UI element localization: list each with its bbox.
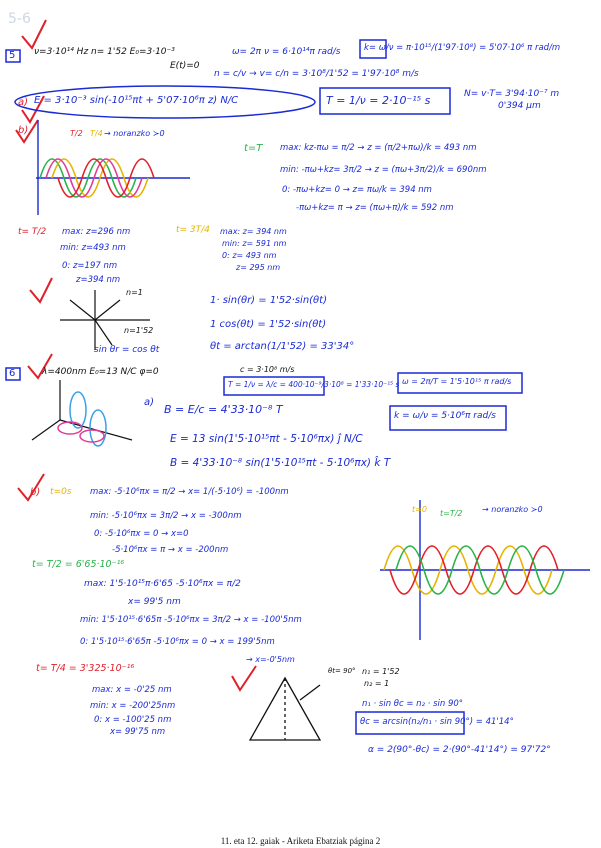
p5-tT2-zero-a: 0: z=197 nm <box>62 261 118 271</box>
p5-tT2-min: min: z=493 nm <box>60 243 126 253</box>
p5-a-equation: E = 3·10⁻³ sin(-10¹⁵πt + 5'07·10⁶π z) N/C <box>34 95 239 106</box>
p6-tT4-min: min: x = -200'25nm <box>90 701 176 711</box>
p5-a-label: a) <box>18 97 29 108</box>
refraction-diagram <box>60 290 150 350</box>
p6-omega: ω = 2π/T = 1'5·10¹⁵ π rad/s <box>402 377 512 386</box>
p5-tT2-head: t= T/2 <box>18 227 47 237</box>
wave-graph-6 <box>380 500 590 640</box>
p5-snell-condition: sin θr = cos θt <box>94 345 160 355</box>
prism-diagram <box>250 678 320 740</box>
p6-a-label: a) <box>144 397 155 408</box>
p6-t0-head: t=0s <box>50 487 72 497</box>
p6-tT2-max: max: 1'5·10¹⁵π·6'65 -5·10⁶πx = π/2 <box>84 579 241 589</box>
p6-tT4-zero-a: 0: x = -100'25 nm <box>94 715 172 725</box>
p6-c: c = 3·10⁸ m/s <box>240 365 295 374</box>
problem-6-number: 6 <box>9 368 16 379</box>
p6-prism-eq-3: α = 2(90°-θc) = 2·(90°-41'14°) = 97'72° <box>368 745 551 755</box>
p6-prism-n2: n₂ = 1 <box>364 679 390 688</box>
p6-prism-n1: n₁ = 1'52 <box>362 667 400 676</box>
p5-snell-eq-1: 1· sin(θr) = 1'52·sin(θt) <box>210 295 327 306</box>
p6-prism-theta: θt= 90° <box>328 667 356 675</box>
p5-zero-1: 0: -πω+kz= 0 → z= πω/k = 394 nm <box>282 185 432 195</box>
p6-tT2-zero: 0: 1'5·10¹⁵·6'65π -5·10⁶πx = 0 → x = 199'5nm <box>80 637 275 647</box>
p5-tT4-zero-b: z= 295 nm <box>236 263 281 272</box>
p5-graph-T4: T/4 <box>90 129 103 138</box>
p6-tT4-head: t= T/4 = 3'325·10⁻¹⁶ <box>36 663 135 674</box>
p6-prism-eq-1: n₁ · sin θc = n₂ · sin 90° <box>362 699 464 709</box>
p5-tT2-max: max: z=296 nm <box>62 227 131 237</box>
p6-B-vector: B = 4'33·10⁻⁸ sin(1'5·10¹⁵πt - 5·10⁶πx) k̂ T <box>170 457 391 469</box>
p5-snell-eq-2: 1 cos(θt) = 1'52·sin(θt) <box>210 319 327 330</box>
em-wave-3d-sketch <box>32 380 132 446</box>
p5-tT4-max: max: z= 394 nm <box>220 227 287 236</box>
p5-omega: ω= 2π ν = 6·10¹⁴π rad/s <box>232 47 341 57</box>
p6-tT4-zero-b: x= 99'75 nm <box>110 727 166 737</box>
p5-given-2: E(t)=0 <box>170 61 200 71</box>
p6-graph-legend: → noranzko ≻0 <box>482 505 543 514</box>
p6-graph-t0: t=0 <box>412 505 427 514</box>
p5-min: min: -πω+kz= 3π/2 → z = (πω+3π/2)/k = 690nm <box>280 165 487 175</box>
p6-t0-zero-a: 0: -5·10⁶πx = 0 → x=0 <box>94 529 189 539</box>
p5-wavelength: N= v·T= 3'94·10⁻⁷ m <box>464 89 560 99</box>
p6-tT2-zero-b: → x=-0'5nm <box>246 655 295 664</box>
p6-tT2-head: t= T/2 = 6'65·10⁻¹⁶ <box>32 559 125 570</box>
p6-k: k = ω/ν = 5·10⁶π rad/s <box>394 411 496 421</box>
page-label: 5-6 <box>8 11 31 27</box>
p6-b-label: b) <box>30 487 41 498</box>
problem-5-number: 5 <box>9 50 16 61</box>
p6-period: T = 1/ν = λ/c = 400·10⁻⁹/3·10⁸ = 1'33·10⁻¹⁵ s <box>228 380 400 389</box>
p5-snell-n1: n=1 <box>126 288 143 297</box>
p6-tT4-max: max: x = -0'25 nm <box>92 685 172 695</box>
p6-t0-zero-b: -5·10⁶πx = π → x = -200nm <box>112 545 229 555</box>
p5-graph-legend: → noranzko ≻0 <box>104 129 165 138</box>
p6-prism-eq-2: θc = arcsin(n₂/n₁ · sin 90°) = 41'14° <box>360 717 514 727</box>
p5-t-T-head: t=T <box>244 143 263 154</box>
p5-snell-eq-3: θt = arctan(1/1'52) = 33'34° <box>210 341 355 352</box>
p5-period: T = 1/ν = 2·10⁻¹⁵ s <box>326 94 431 107</box>
p6-B-magnitude: B = E/c = 4'33·10⁻⁸ T <box>164 403 283 416</box>
p6-t0-min: min: -5·10⁶πx = 3π/2 → x = -300nm <box>90 511 242 521</box>
p6-tT2-max-2: x= 99'5 nm <box>128 597 181 607</box>
p6-tT2-min: min: 1'5·10¹⁵·6'65π -5·10⁶πx = 3π/2 → x = -100'5nm <box>80 615 302 625</box>
p5-b-label: b) <box>18 125 29 136</box>
p5-tT4-min: min: z= 591 nm <box>222 239 287 248</box>
p6-given: λ=400nm E₀=13 N/C φ=0 <box>42 367 159 377</box>
red-checkmark-icon <box>16 20 256 690</box>
p6-graph-tT2: t=T/2 <box>440 509 463 518</box>
p5-v: n = c/v → v= c/n = 3·10⁸/1'52 = 1'97·10⁸ m/s <box>214 69 419 79</box>
p5-k: k= ω/ν = π·10¹⁵/(1'97·10⁸) = 5'07·10⁶ π rad/m <box>364 43 561 53</box>
p5-tT4-head: t= 3T/4 <box>176 225 210 235</box>
p6-E-vector: E = 13 sin(1'5·10¹⁵πt - 5·10⁶πx) ĵ N/C <box>170 433 363 445</box>
p5-tT4-zero-a: 0: z= 493 nm <box>222 251 277 260</box>
page-footer: 11. eta 12. gaiak - Ariketa Ebatziak página 2 <box>220 836 381 846</box>
p6-t0-max: max: -5·10⁶πx = π/2 → x= 1/(-5·10⁶) = -100nm <box>90 487 289 497</box>
p5-snell-n2: n=1'52 <box>124 326 154 335</box>
p5-tT2-zero-b: z=394 nm <box>76 275 121 285</box>
p5-wavelength-2: 0'394 μm <box>498 101 541 111</box>
p5-zero-2: -πω+kz= π → z= (πω+π)/k = 592 nm <box>296 203 454 213</box>
p5-max: max: kz-πω = π/2 → z = (π/2+πω)/k = 493 nm <box>280 143 477 153</box>
p5-graph-T2: T/2 <box>70 129 83 138</box>
p5-given: ν=3·10¹⁴ Hz n= 1'52 E₀=3·10⁻³ <box>34 47 175 57</box>
